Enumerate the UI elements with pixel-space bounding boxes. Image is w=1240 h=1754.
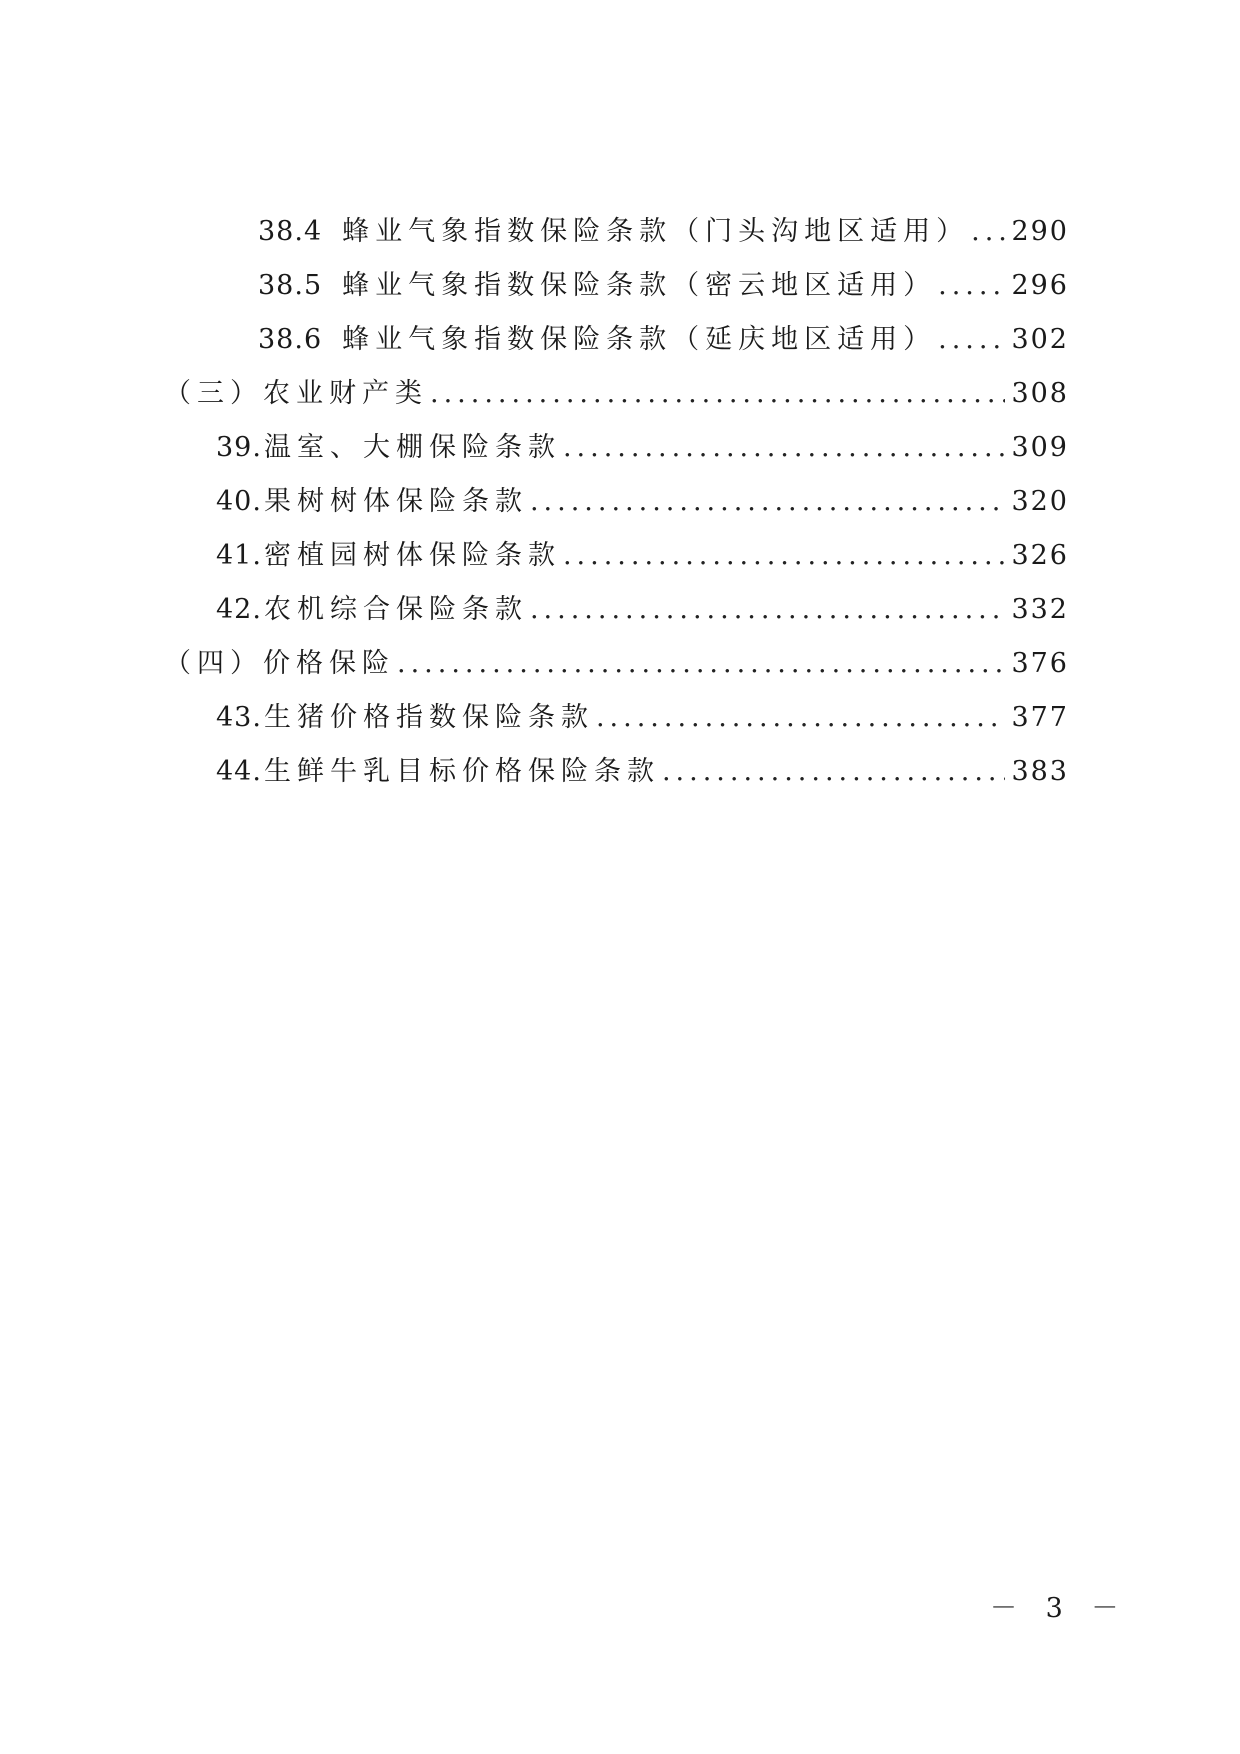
toc-dot-leader	[971, 212, 1005, 252]
toc-entry-title: 果树树体保险条款	[263, 486, 528, 517]
toc-entry-title: 生猪价格指数保险条款	[263, 702, 594, 733]
toc-entry-title: 生鲜牛乳目标价格保险条款	[263, 756, 660, 787]
toc-dot-leader	[938, 320, 1005, 360]
toc-entry-title: 蜂业气象指数保险条款（门头沟地区适用）	[342, 216, 970, 247]
toc-entry[interactable]	[0, 320, 1240, 360]
toc-entry-title: 蜂业气象指数保险条款（延庆地区适用）	[342, 324, 937, 355]
toc-entry-number: 38.5	[258, 270, 323, 301]
toc-entry-page: 309	[1011, 432, 1069, 463]
toc-dot-leader	[596, 698, 1006, 738]
page-number: － 3 －	[990, 1593, 1129, 1624]
toc-dot-leader	[563, 428, 1006, 468]
toc-dot-leader	[397, 644, 1005, 684]
toc-entry-page: 326	[1011, 540, 1069, 571]
toc-dot-leader	[662, 752, 1006, 792]
toc-entry-title: 农机综合保险条款	[263, 594, 528, 625]
toc-entry-page: 308	[1011, 378, 1069, 409]
toc-entry[interactable]	[0, 590, 1240, 630]
toc-entry-number: 42.	[216, 594, 262, 625]
toc-entry[interactable]	[0, 266, 1240, 306]
toc-entry-page: 332	[1011, 594, 1069, 625]
toc-entry-number: 39.	[216, 432, 262, 463]
toc-dot-leader	[430, 374, 1005, 414]
toc-entry-page: 376	[1011, 648, 1069, 679]
toc-entry-page: 377	[1011, 702, 1069, 733]
toc-entry[interactable]	[0, 482, 1240, 522]
toc-entry-page: 296	[1011, 270, 1069, 301]
toc-entry-title: 密植园树体保险条款	[263, 540, 561, 571]
toc-entry-title: 蜂业气象指数保险条款（密云地区适用）	[342, 270, 937, 301]
toc-entry-number: 41.	[216, 540, 262, 571]
toc-dot-leader	[938, 266, 1005, 306]
toc-entry[interactable]	[0, 752, 1240, 792]
toc-entry-title: （四）价格保险	[164, 648, 395, 679]
toc-entry[interactable]	[0, 536, 1240, 576]
toc-section-heading[interactable]	[0, 644, 1240, 684]
toc-entry-title: （三）农业财产类	[164, 378, 428, 409]
toc-entry-number: 40.	[216, 486, 262, 517]
toc-entry[interactable]	[0, 698, 1240, 738]
toc-dot-leader	[530, 590, 1006, 630]
toc-entry-page: 302	[1011, 324, 1069, 355]
toc-entry-page: 290	[1011, 216, 1069, 247]
toc-section-heading[interactable]	[0, 374, 1240, 414]
toc-entry-title: 温室、大棚保险条款	[263, 432, 561, 463]
toc-entry[interactable]	[0, 212, 1240, 252]
toc-entry-number: 43.	[216, 702, 262, 733]
toc-entry-number: 38.6	[258, 324, 323, 355]
toc-entry-page: 320	[1011, 486, 1069, 517]
toc-entry-page: 383	[1011, 756, 1069, 787]
toc-dot-leader	[530, 482, 1006, 522]
toc-entry-number: 38.4	[258, 216, 323, 247]
toc-dot-leader	[563, 536, 1006, 576]
toc-entry[interactable]	[0, 428, 1240, 468]
toc-entry-number: 44.	[216, 756, 262, 787]
